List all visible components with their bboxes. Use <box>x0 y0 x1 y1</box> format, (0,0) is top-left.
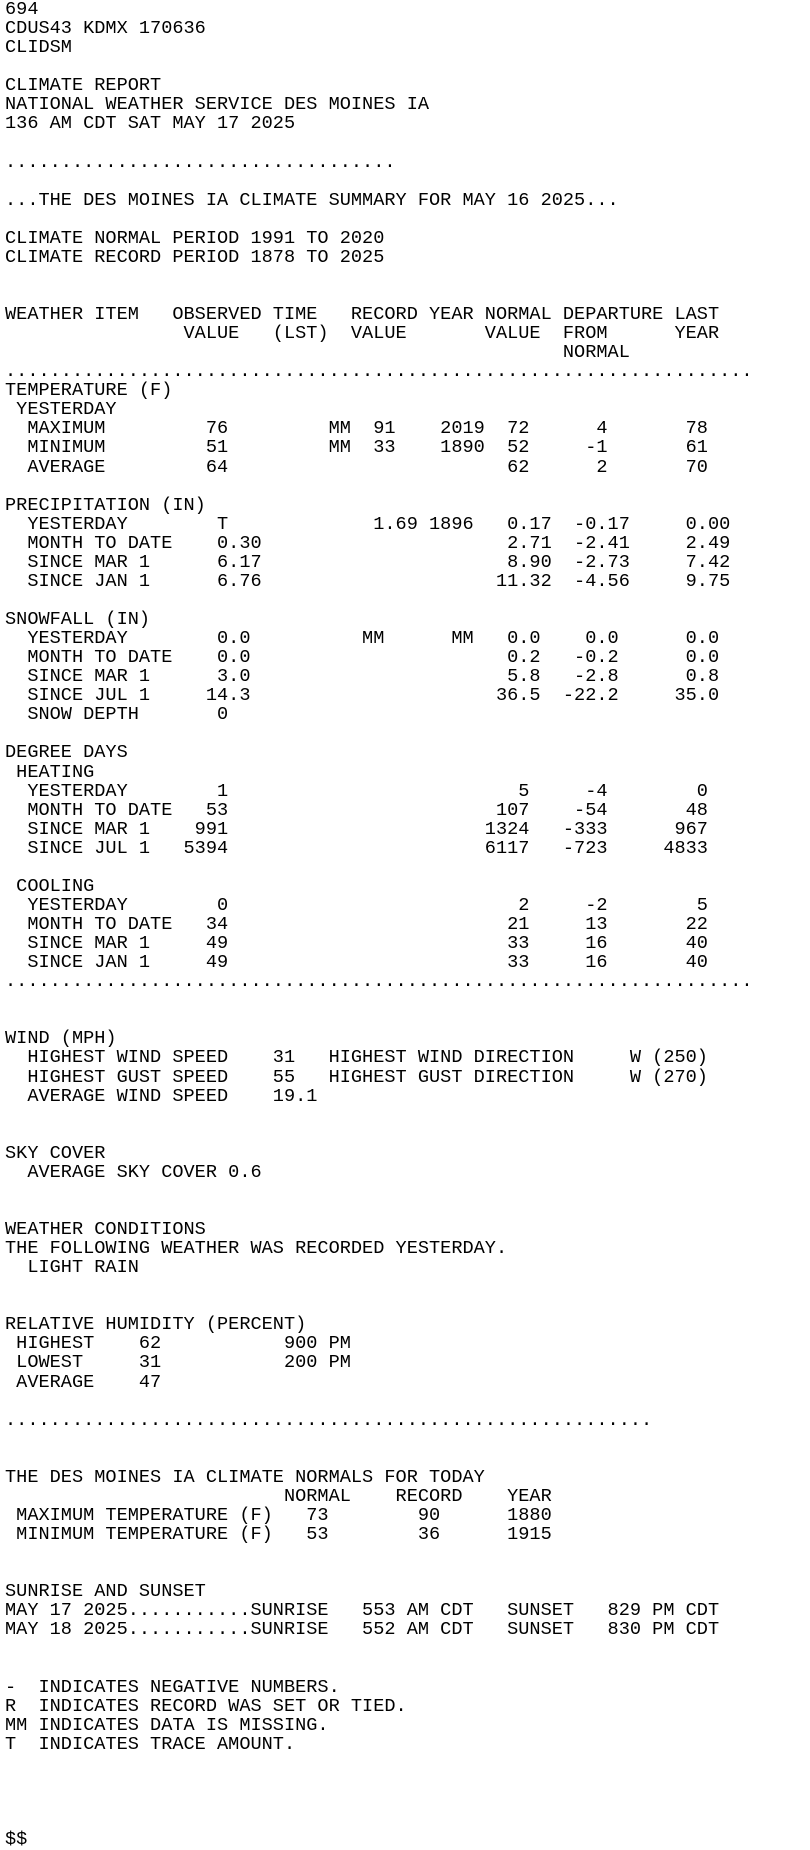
report-line: SINCE JUL 1 5394 6117 -723 4833 <box>5 837 708 859</box>
report-line: PRECIPITATION (IN) <box>5 494 206 516</box>
report-line <box>5 1106 810 1125</box>
report-line: CDUS43 KDMX 170636 <box>5 18 206 40</box>
report-line: YESTERDAY 0 2 -2 5 <box>5 894 708 916</box>
report-line <box>5 1277 810 1296</box>
report-line <box>5 858 810 877</box>
report-line: CLIMATE REPORT <box>5 75 162 97</box>
report-line: AVERAGE 64 62 2 70 <box>5 456 708 478</box>
report-line: THE DES MOINES IA CLIMATE NORMALS FOR TODAY <box>5 1466 485 1488</box>
report-line: MONTH TO DATE 34 21 13 22 <box>5 914 708 935</box>
report-line: MONTH TO DATE 53 107 -54 48 <box>5 799 708 821</box>
report-line: MAXIMUM TEMPERATURE (F) 73 90 1880 <box>5 1504 552 1526</box>
report-line: WEATHER ITEM OBSERVED TIME RECORD YEAR NORMAL DEPARTURE LAST <box>5 304 720 325</box>
report-line: T INDICATES TRACE AMOUNT. <box>5 1733 296 1755</box>
report-line: DEGREE DAYS <box>5 742 128 764</box>
report-line <box>5 1811 810 1830</box>
report-line <box>5 1296 810 1315</box>
report-line: MAY 17 2025...........SUNRISE 553 AM CDT SUNSET 829 PM CDT <box>5 1600 720 1622</box>
report-line <box>5 57 810 76</box>
report-line <box>5 1125 810 1144</box>
report-line <box>5 1182 810 1201</box>
report-line: 694 <box>5 0 39 20</box>
report-line: R INDICATES RECORD WAS SET OR TIED. <box>5 1695 407 1717</box>
report-line: WIND (MPH) <box>5 1028 117 1050</box>
report-line: THE FOLLOWING WEATHER WAS RECORDED YESTERDAY. <box>5 1238 508 1260</box>
report-line: SINCE MAR 1 49 33 16 40 <box>5 933 708 955</box>
report-line: MAXIMUM 76 MM 91 2019 72 4 78 <box>5 418 708 440</box>
report-line: AVERAGE SKY COVER 0.6 <box>5 1161 262 1183</box>
report-line: AVERAGE 47 <box>5 1371 162 1393</box>
report-line: SINCE MAR 1 991 1324 -333 967 <box>5 818 708 840</box>
report-line <box>5 477 810 496</box>
report-line: HIGHEST GUST SPEED 55 HIGHEST GUST DIRECTION W (270) <box>5 1066 708 1088</box>
report-line <box>5 1544 810 1563</box>
report-line <box>5 1563 810 1582</box>
report-line <box>5 286 810 305</box>
report-line: SKY COVER <box>5 1142 106 1164</box>
report-line <box>5 1773 810 1792</box>
report-line: LOWEST 31 200 PM <box>5 1352 351 1374</box>
report-line: YESTERDAY <box>5 399 117 421</box>
report-line: ................................................................... <box>5 361 753 383</box>
report-line <box>5 210 810 229</box>
report-line <box>5 1639 810 1658</box>
report-line <box>5 1449 810 1468</box>
report-line <box>5 267 810 286</box>
report-line: MAY 18 2025...........SUNRISE 552 AM CDT SUNSET 830 PM CDT <box>5 1619 720 1641</box>
report-line: SINCE JAN 1 6.76 11.32 -4.56 9.75 <box>5 570 731 592</box>
report-line: ...THE DES MOINES IA CLIMATE SUMMARY FOR MAY 16 2025... <box>5 189 619 211</box>
report-line: TEMPERATURE (F) <box>5 380 173 402</box>
report-line: ................................................................... <box>5 971 753 993</box>
report-line <box>5 1658 810 1677</box>
report-line: MINIMUM 51 MM 33 1890 52 -1 61 <box>5 437 708 459</box>
report-line: SNOW DEPTH 0 <box>5 704 229 726</box>
report-line: SINCE JUL 1 14.3 36.5 -22.2 35.0 <box>5 685 720 707</box>
report-line <box>5 1754 810 1773</box>
report-line <box>5 1430 810 1449</box>
report-line: HIGHEST 62 900 PM <box>5 1333 351 1355</box>
report-line <box>5 133 810 152</box>
report-line: LIGHT RAIN <box>5 1257 139 1279</box>
report-line: 136 AM CDT SAT MAY 17 2025 <box>5 113 296 135</box>
report-line: NORMAL <box>5 342 630 364</box>
report-line <box>5 1010 810 1029</box>
report-line: CLIMATE RECORD PERIOD 1878 TO 2025 <box>5 246 385 268</box>
report-line: YESTERDAY 0.0 MM MM 0.0 0.0 0.0 <box>5 628 720 650</box>
report-line: HEATING <box>5 761 95 783</box>
report-line: SINCE MAR 1 3.0 5.8 -2.8 0.8 <box>5 666 720 688</box>
report-line: SUNRISE AND SUNSET <box>5 1581 206 1603</box>
report-line: MONTH TO DATE 0.0 0.2 -0.2 0.0 <box>5 647 720 669</box>
report-line: HIGHEST WIND SPEED 31 HIGHEST WIND DIRECTION W (250) <box>5 1047 708 1069</box>
report-line: .......................................................... <box>5 1409 653 1431</box>
report-line: SINCE MAR 1 6.17 8.90 -2.73 7.42 <box>5 551 731 573</box>
report-line <box>5 591 810 610</box>
report-line: MONTH TO DATE 0.30 2.71 -2.41 2.49 <box>5 532 731 554</box>
report-line <box>5 172 810 191</box>
report-line: SNOWFALL (IN) <box>5 609 151 630</box>
report-line: YESTERDAY 1 5 -4 0 <box>5 780 708 802</box>
report-line <box>5 991 810 1010</box>
report-line: YESTERDAY T 1.69 1896 0.17 -0.17 0.00 <box>5 513 731 535</box>
report-line <box>5 1792 810 1811</box>
report-line: MM INDICATES DATA IS MISSING. <box>5 1714 329 1736</box>
report-line: ................................... <box>5 151 396 173</box>
report-line: COOLING <box>5 875 95 897</box>
report-line: $$ <box>5 1829 28 1850</box>
report-line <box>5 1392 810 1411</box>
report-line: MINIMUM TEMPERATURE (F) 53 36 1915 <box>5 1524 552 1545</box>
report-line <box>5 1201 810 1220</box>
report-line: SINCE JAN 1 49 33 16 40 <box>5 952 708 974</box>
report-line: NATIONAL WEATHER SERVICE DES MOINES IA <box>5 94 430 116</box>
report-line: VALUE (LST) VALUE VALUE FROM YEAR <box>5 323 720 345</box>
report-line: CLIDSM <box>5 37 72 59</box>
report-line: AVERAGE WIND SPEED 19.1 <box>5 1085 318 1107</box>
report-line: CLIMATE NORMAL PERIOD 1991 TO 2020 <box>5 227 385 249</box>
report-line: WEATHER CONDITIONS <box>5 1219 206 1240</box>
report-line: RELATIVE HUMIDITY (PERCENT) <box>5 1314 307 1336</box>
report-line <box>5 724 810 743</box>
report-line: NORMAL RECORD YEAR <box>5 1485 552 1507</box>
report-line: - INDICATES NEGATIVE NUMBERS. <box>5 1676 340 1698</box>
